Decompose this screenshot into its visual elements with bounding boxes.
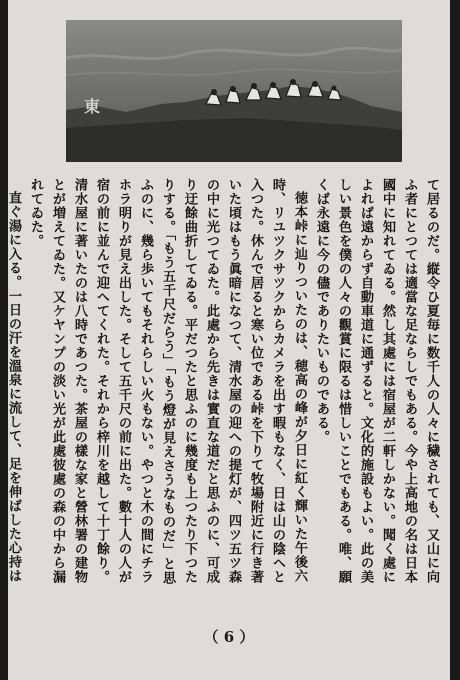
page-number: （ 6 ） bbox=[203, 628, 255, 646]
mountain-photo-image bbox=[66, 20, 402, 162]
paragraph-1: て居るのだ。縦令ひ夏毎に数千人の人々に穢されても、又山に向ふ者にとつては適當な足ならしでもある。今や上高地の名は日本國中に知れてゐる。然し其處には宿屋が二軒しかない。聞く處によれば遠からず自動車道に通ずると。文化的施設もよい。此の美しい景色を僕の人々の觀賞に限るは惜しいことでもある。唯、願くば永遠に今の儘でありたいものである。 bbox=[314, 178, 439, 584]
photo-inscription: 東 bbox=[84, 97, 101, 116]
mountain-photo bbox=[66, 20, 402, 162]
paragraph-2: 徳本峠に辿りついたのは、穂高の峰が夕日に紅く輝いた午後六時、リユツクサツクからカメラを出す暇もなく、日は山の陰へと入つた。休んで居ると寒い位である峠を下りて牧場附近に行き著いた頃はもう眞暗になつて、清水屋の迎への提灯が、四ツ五ツ森の中に光つてゐた。此處から先きは實直な道だと思ふのに、可成り迂餘曲折してゐる。平だつたと思ふのに幾度も上つたり下つたりする。「もう五千尺だらう」「もう燈が見えさうなものだ」と思ふのに、幾ら歩いてもそれらしい火もない。やつと木の間にチラホラ明りが見え出した。そして五千尺の前に出た。數十人の人が宿の前に並んで迎へてくれた。それから梓川を越して十丁餘り。清水屋に著いたのは八時であつた。茶屋の樣な家と營林署の建物とが増えてゐた。又ケヤンプの淡い光が此處彼處の森の中から漏れてゐた。 bbox=[28, 178, 307, 585]
paragraph-3: 直ぐ湯に入る。一日の汗を溫泉に流して、足を伸ばした心持は bbox=[6, 191, 21, 584]
vertical-body-text bbox=[6, 178, 442, 593]
book-page bbox=[8, 0, 450, 680]
